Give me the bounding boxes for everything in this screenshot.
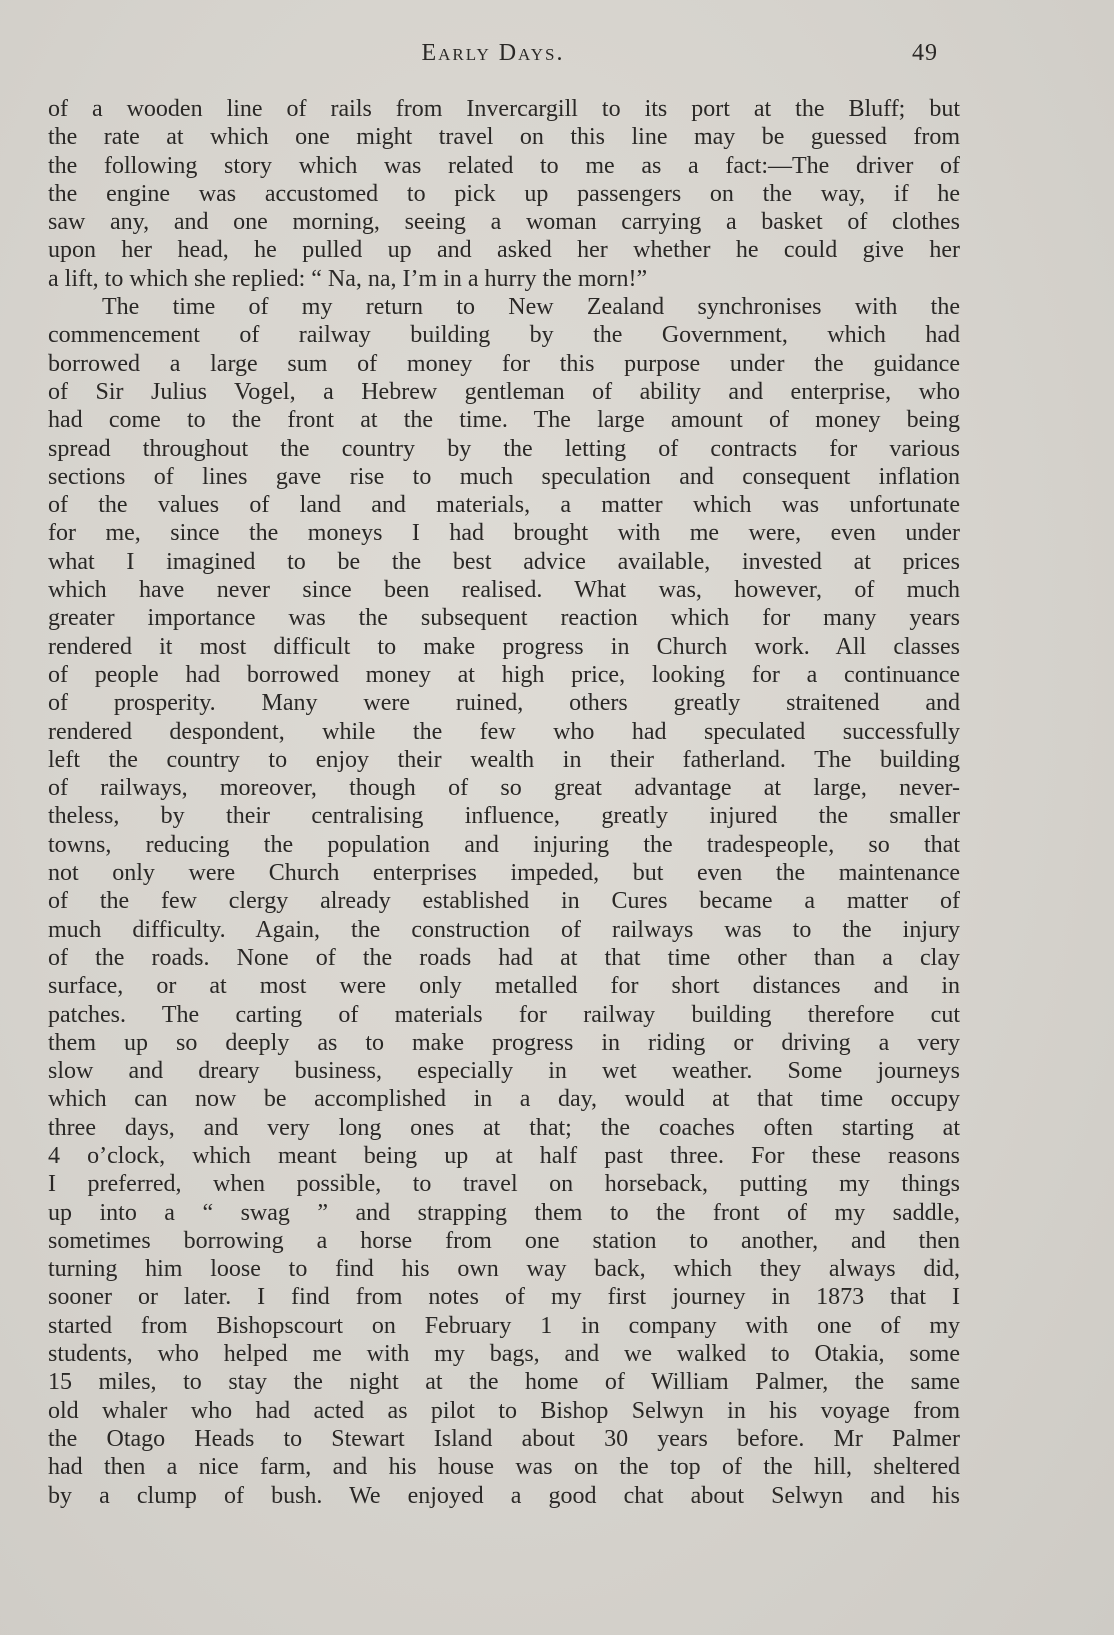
page-number: 49 (912, 40, 938, 66)
text-line: rendered it most difficult to make progress in Church work. All classes (48, 633, 960, 660)
text-line: students, who helped me with my bags, and we walked to Otakia, some (48, 1341, 960, 1368)
text-line: patches. The carting of materials for railway building therefore cut (48, 1001, 960, 1028)
text-line: 15 miles, to stay the night at the home of William Palmer, the same (48, 1369, 960, 1396)
text-line: old whaler who had acted as pilot to Bishop Selwyn in his voyage from (48, 1397, 960, 1424)
text-line: saw any, and one morning, seeing a woman carrying a basket of clothes (48, 209, 960, 236)
text-line: rendered despondent, while the few who had speculated successfully (48, 718, 960, 745)
text-line: 4 o’clock, which meant being up at half past three. For these reasons (48, 1142, 960, 1169)
text-line: borrowed a large sum of money for this purpose under the guidance (48, 350, 960, 377)
text-line: spread throughout the country by the letting of contracts for various (48, 435, 960, 462)
text-line: left the country to enjoy their wealth in their fatherland. The building (48, 746, 960, 773)
text-line: theless, by their centralising influence, greatly injured the smaller (48, 803, 960, 830)
text-line: a lift, to which she replied: “ Na, na, I’m in a hurry the morn!” (48, 265, 648, 292)
running-title: Early Days. (421, 40, 565, 66)
text-line: not only were Church enterprises impeded, but even the maintenance (48, 860, 960, 887)
text-line: the following story which was related to me as a fact:—The driver of (48, 152, 960, 179)
text-line: sooner or later. I find from notes of my first journey in 1873 that I (48, 1284, 960, 1311)
text-line: of the few clergy already established in Cures became a matter of (48, 888, 960, 915)
text-line: I preferred, when possible, to travel on horseback, putting my things (48, 1171, 960, 1198)
text-line: greater importance was the subsequent reaction which for many years (48, 605, 960, 632)
text-line: of prosperity. Many were ruined, others greatly straitened and (48, 690, 960, 717)
text-line: of a wooden line of rails from Invercargill to its port at the Bluff; but (48, 96, 960, 122)
text-line: the engine was accustomed to pick up passengers on the way, if he (48, 180, 960, 207)
text-line: surface, or at most were only metalled for short distances and in (48, 973, 960, 1000)
running-head (48, 40, 938, 74)
text-line: had then a nice farm, and his house was on the top of the hill, sheltered (48, 1454, 960, 1481)
text-line: of Sir Julius Vogel, a Hebrew gentleman of ability and enterprise, who (48, 378, 960, 405)
text-line: what I imagined to be the best advice available, invested at prices (48, 548, 960, 575)
text-line: three days, and very long ones at that; the coaches often starting at (48, 1114, 960, 1141)
text-line: the rate at which one might travel on this line may be guessed from (48, 124, 960, 151)
text-line: which can now be accomplished in a day, would at that time occupy (48, 1086, 960, 1113)
text-line: started from Bishopscourt on February 1 in company with one of my (48, 1312, 960, 1339)
text-line: The time of my return to New Zealand synchronises with the (102, 294, 960, 321)
text-line: sections of lines gave rise to much speculation and consequent inflation (48, 463, 960, 490)
text-line: for me, since the moneys I had brought with me were, even under (48, 520, 960, 547)
text-line: upon her head, he pulled up and asked her whether he could give her (48, 237, 960, 264)
text-line: towns, reducing the population and injuring the tradespeople, so that (48, 831, 960, 858)
text-line: by a clump of bush. We enjoyed a good chat about Selwyn and his (48, 1482, 960, 1509)
text-line: slow and dreary business, especially in wet weather. Some journeys (48, 1058, 960, 1085)
text-line: up into a “ swag ” and strapping them to the front of my saddle, (48, 1199, 960, 1226)
text-line: of people had borrowed money at high price, looking for a continuance (48, 661, 960, 688)
text-line: commencement of railway building by the Government, which had (48, 322, 960, 349)
text-line: which have never since been realised. What was, however, of much (48, 577, 960, 604)
text-line: of the roads. None of the roads had at that time other than a clay (48, 944, 960, 971)
text-line: turning him loose to find his own way back, which they always did, (48, 1256, 960, 1283)
text-line: had come to the front at the time. The large amount of money being (48, 407, 960, 434)
text-line: the Otago Heads to Stewart Island about 30 years before. Mr Palmer (48, 1425, 960, 1452)
body-text (48, 95, 960, 1510)
text-line: much difficulty. Again, the construction of railways was to the injury (48, 916, 960, 943)
text-line: of railways, moreover, though of so great advantage at large, never- (48, 775, 960, 802)
text-line: them up so deeply as to make progress in riding or driving a very (48, 1029, 960, 1056)
text-line: of the values of land and materials, a matter which was unfortunate (48, 492, 960, 519)
text-line: sometimes borrowing a horse from one station to another, and then (48, 1227, 960, 1254)
